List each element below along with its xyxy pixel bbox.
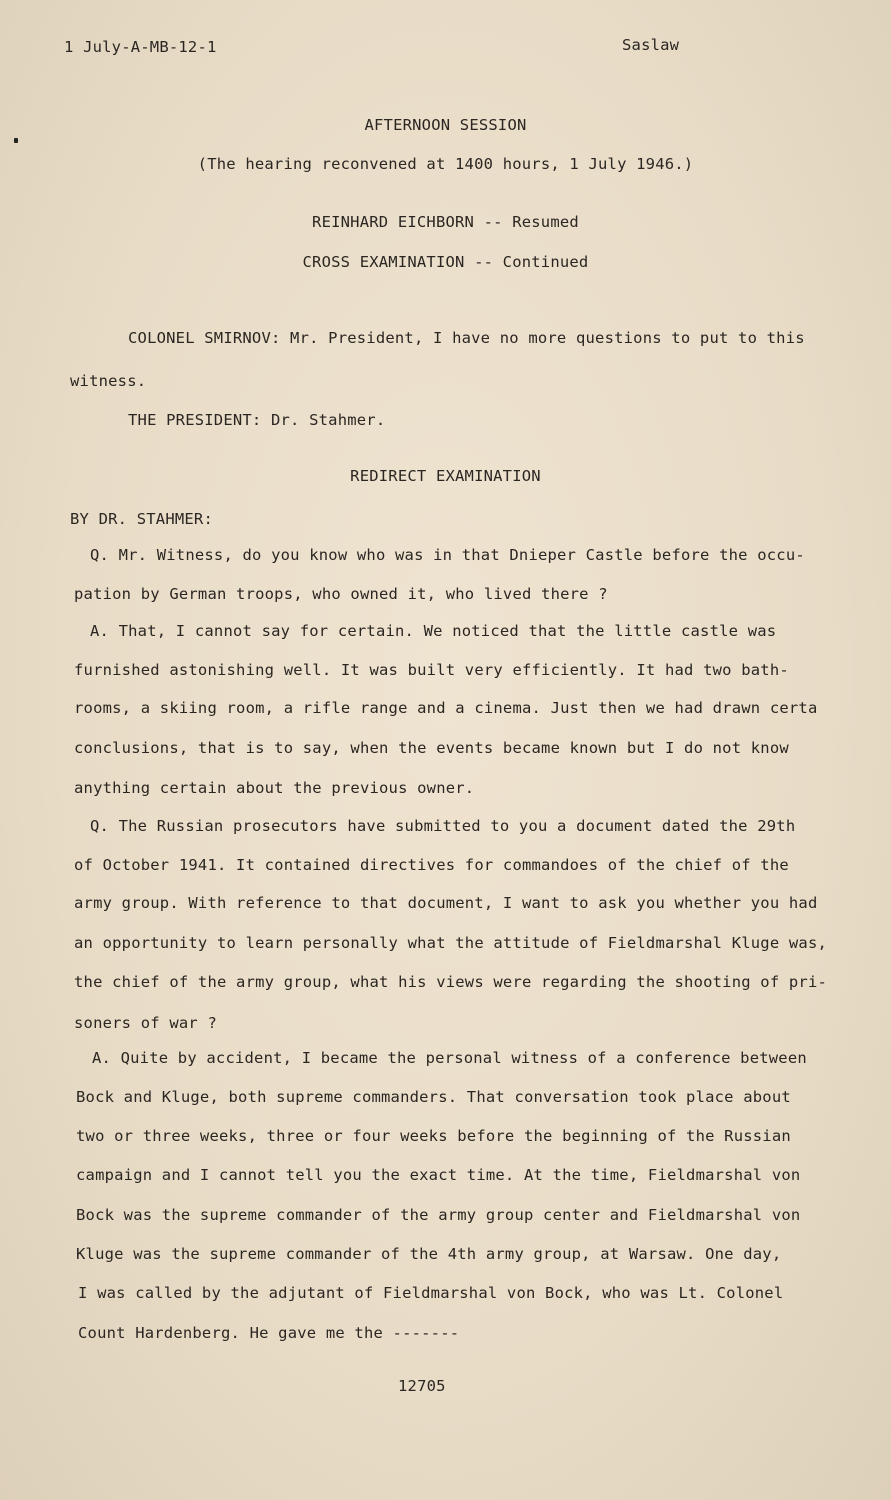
text-line: an opportunity to learn personally what the attitude of Fieldmarshal Kluge was,: [74, 934, 828, 952]
text-line: Kluge was the supreme commander of the 4th army group, at Warsaw. One day,: [76, 1245, 782, 1263]
witness-heading: REINHARD EICHBORN -- Resumed: [312, 213, 579, 231]
text-line: soners of war ?: [74, 1014, 217, 1032]
text-line: Bock and Kluge, both supreme commanders. That conversation took place about: [76, 1088, 791, 1106]
text-line: of October 1941. It contained directives for commandoes of the chief of the: [74, 856, 789, 874]
text-line: Q. The Russian prosecutors have submitted to you a document dated the 29th: [90, 817, 796, 835]
text-line: THE PRESIDENT: Dr. Stahmer.: [128, 411, 386, 429]
redirect-heading: REDIRECT EXAMINATION: [350, 467, 541, 485]
session-title: AFTERNOON SESSION: [364, 116, 527, 134]
text-line: army group. With reference to that document, I want to ask you whether you had: [74, 894, 818, 912]
text-line: I was called by the adjutant of Fieldmarshal von Bock, who was Lt. Colonel: [78, 1284, 784, 1302]
page-number: 12705: [398, 1377, 446, 1395]
text-line: COLONEL SMIRNOV: Mr. President, I have no more questions to put to this: [128, 329, 805, 347]
examiner-line: BY DR. STAHMER:: [70, 510, 213, 528]
document-id: 1 July-A-MB-12-1: [64, 38, 217, 56]
session-note: (The hearing reconvened at 1400 hours, 1 July 1946.): [197, 155, 694, 173]
text-line: witness.: [70, 372, 147, 390]
examination-heading: CROSS EXAMINATION -- Continued: [302, 253, 589, 271]
text-line: the chief of the army group, what his views were regarding the shooting of pri-: [74, 973, 828, 991]
text-line: A. Quite by accident, I became the personal witness of a conference between: [92, 1049, 807, 1067]
text-line: anything certain about the previous owner.: [74, 779, 475, 797]
text-line: campaign and I cannot tell you the exact time. At the time, Fieldmarshal von: [76, 1166, 801, 1184]
text-line: furnished astonishing well. It was built very efficiently. It had two bath-: [74, 661, 789, 679]
text-line: A. That, I cannot say for certain. We noticed that the little castle was: [90, 622, 777, 640]
ink-speck: [14, 138, 18, 143]
reporter-name: Saslaw: [622, 36, 680, 54]
text-line: rooms, a skiing room, a rifle range and a cinema. Just then we had drawn certa: [74, 699, 818, 717]
text-line: Q. Mr. Witness, do you know who was in that Dnieper Castle before the occu-: [90, 546, 805, 564]
text-line: Bock was the supreme commander of the army group center and Fieldmarshal von: [76, 1206, 801, 1224]
text-line: two or three weeks, three or four weeks before the beginning of the Russian: [76, 1127, 791, 1145]
text-line: conclusions, that is to say, when the events became known but I do not know: [74, 739, 789, 757]
text-line: pation by German troops, who owned it, who lived there ?: [74, 585, 608, 603]
text-line: Count Hardenberg. He gave me the -------: [78, 1324, 460, 1342]
